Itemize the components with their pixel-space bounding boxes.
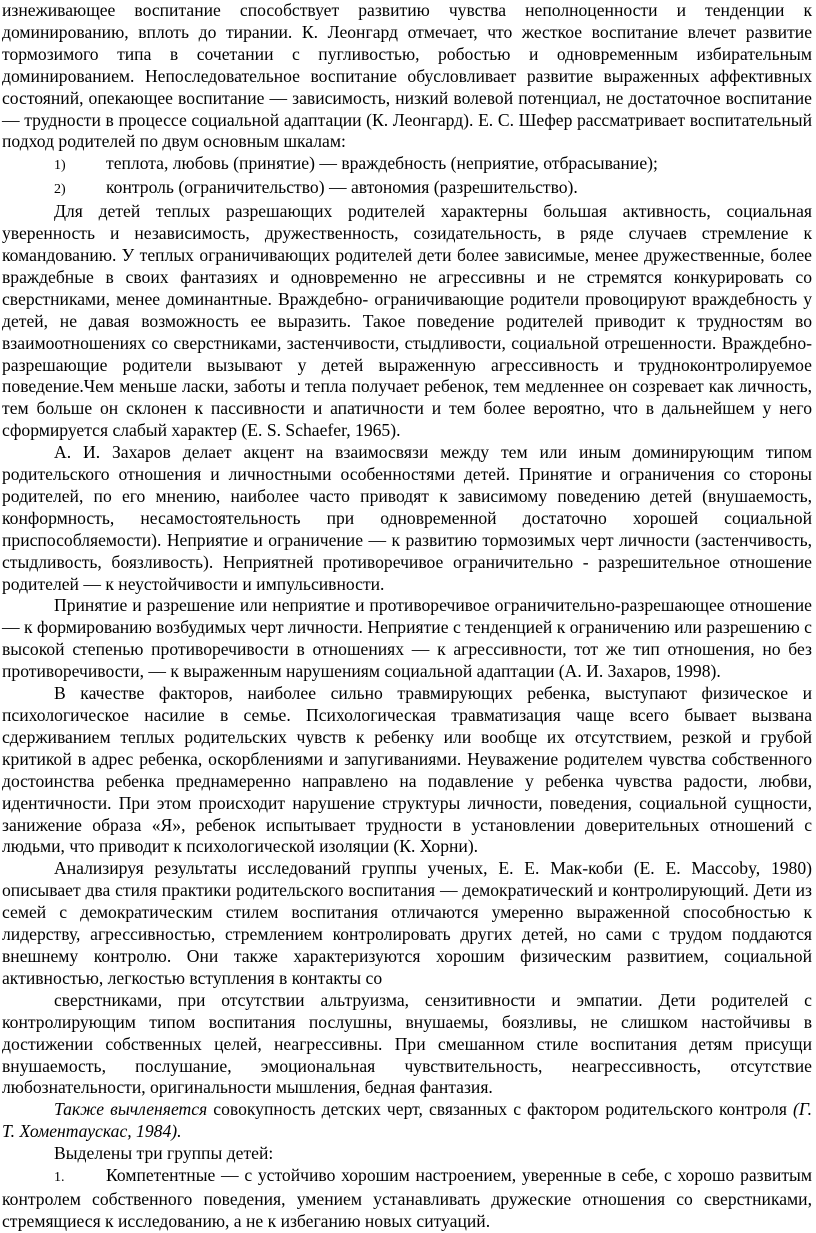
italic-citation: (Г. Т. Хоментаускас, 1984).	[2, 1099, 812, 1142]
list-text: контроль (ограничительство) — автономия (разрешительство).	[106, 177, 578, 198]
paragraph-zakharov: А. И. Захаров делает акцент на взаимосвязи между тем или иным доминирующим типом родительского отношения и личностными особенностями детей. Принятие и ограничения со стороны родителей, по его мнению, наиболее часто приводят к зависимому поведению детей (внушаемость, конформность, несамостоятельность при одновременной достаточно хорошей социальной приспособляемости). Неприятие и ограничение — к развитию тормозимых черт личности (застенчивость, стыдливость, боязливость). Неприятней противоречивое ограничительно - разрешительное отношение родителей — к неустойчивости и импульсивности.	[2, 442, 812, 594]
paragraph-schaefer: Для детей теплых разрешающих родителей характерны большая активность, социальная уверенность и независимость, дружественность, созидательность, в ряде случаев стремление к командованию. У теплых ограничивающих родителей дети более зависимые, менее дружественные, более враждебные в своих фантазиях и одновременно не агрессивны и не стремятся конкурировать со сверстниками, менее доминантные. Враждебно- ограничивающие родители провоцируют враждебность у детей, не давая возможность ее выразить. Такое поведение родителей приводит к трудностям во взаимоотношениях со сверстниками, застенчивости, стыдливости, социальной отрешенности. Враждебно-разрешающие родители вызывают у детей выраженную агрессивность и трудноконтролируемое поведение.Чем меньше ласки, заботы и тепла получает ребенок, тем медленнее он созревает как личность, тем больше он склонен к пассивности и апатичности и тем более вероятно, что в дальнейшем у него сформируется слабый характер (E. S. Schaefer, 1965).	[2, 201, 812, 441]
list-item-scale-2	[2, 177, 812, 201]
paragraph-control	[2, 1099, 812, 1143]
list-item-scale-1	[2, 153, 812, 177]
list-number: 2)	[54, 182, 66, 198]
paragraph-parenting-types: изнеживающее воспитание способствует развитию чувства неполноценности и тенденции к доминированию, вплоть до тирании. К. Леонгард отмечает, что жесткое воспитание влечет развитие тормозимого типа в сочетании с пугливостью, робостью и одновременным избирательным доминированием. Непоследовательное воспитание обусловливает развитие выраженных аффективных состояний, опекающее воспитание — зависимость, низкий волевой потенциал, не достаточное воспитание — трудности в процессе социальной адаптации (К. Леонгард). Е. С. Шефер рассматривает воспитательный подход родителей по двум основным шкалам:	[2, 0, 812, 152]
paragraph-violence: В качестве факторов, наиболее сильно травмирующих ребенка, выступают физическое и психологическое насилие в семье. Психологическая травматизация чаще всего бывает вызвана сдерживанием теплых родительских чувств к ребенку или вообще их отсутствием, резкой и грубой критикой в адрес ребенка, оскорблениями и запугиваниями. Неуважение родителем чувства собственного достоинства ребенка преднамеренно направлено на подавление у ребенка чувства радости, любви, идентичности. При этом происходит нарушение структуры личности, поведения, социальной сущности, занижение образа «Я», ребенок испытывает трудности в установлении доверительных отношений с людьми, что приводит к психологической изоляции (К. Хорни).	[2, 683, 812, 857]
italic-lead: Также вычленяется	[54, 1099, 208, 1120]
paragraph-groups-intro: Выделены три группы детей:	[54, 1143, 274, 1164]
list-number: 1.	[54, 1170, 65, 1186]
paragraph-maccoby-continued: сверстниками, при отсутствии альтруизма, сензитивности и эмпатии. Дети родителей с контролирующим типом воспитания послушны, внушаемы, боязливы, не слишком настойчивы в достижении собственных целей, неагрессивны. При смешанном стиле воспитания детям присущи внушаемость, послушание, эмоциональная чувствительность, неагрессивность, отсутствие любознательности, оригинальности мышления, бедная фантазия.	[2, 989, 812, 1098]
paragraph-maccoby: Анализируя результаты исследований группы ученых, Е. Е. Мак-коби (Е. Е. Maccoby, 1980) описывает два стиля практики родительского воспитания — демократический и контролирующий. Дети из семей с демократическим стилем воспитания отличаются умеренно выраженной способностью к лидерству, агрессивностью, стремлением контролировать других детей, но сами с трудом поддаются внешнему контролю. Они также характеризуются хорошим физическим развитием, социальной активностью, легкостью вступления в контакты со	[2, 858, 812, 988]
paragraph-control-text: совокупность детских черт, связанных с фактором родительского контроля	[207, 1099, 794, 1120]
list-number: 1)	[54, 158, 66, 174]
list-text: теплота, любовь (принятие) — враждебность (неприятие, отбрасывание);	[106, 153, 658, 174]
list-item-group-1	[2, 1165, 812, 1233]
paragraph-acceptance: Принятие и разрешение или неприятие и противоречивое ограничительно-разрешающее отношение — к формированию возбудимых черт личности. Неприятие с тенденцией к ограничению или разрешению с высокой степенью противоречивости в отношениях — к агрессивности, тот же тип отношения, но без противоречивости, — к выраженным нарушениям социальной адаптации (А. И. Захаров, 1998).	[2, 595, 812, 682]
list-text: Компетентные — с устойчиво хорошим настроением, уверенные в себе, с хорошо развитым контролем собственного поведения, умением устанавливать дружеские отношения со сверстниками, стремящиеся к исследованию, а не к избеганию новых ситуаций.	[2, 1165, 812, 1231]
